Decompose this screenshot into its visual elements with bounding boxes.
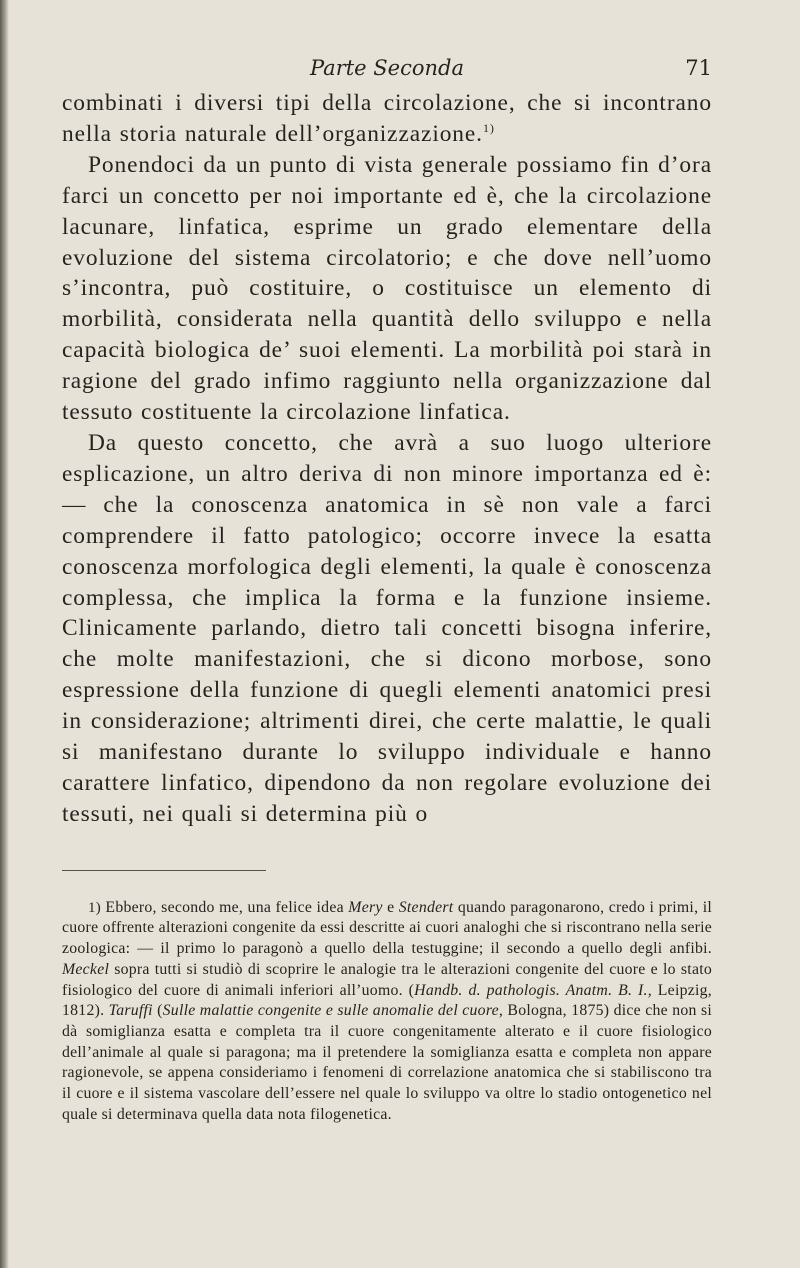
paragraph-1: [62, 88, 712, 150]
footnote-text-1: Ebbero, secondo me, una felice idea: [101, 898, 349, 916]
footnote-citation-malattie: Sulle malattie congenite e sulle anomalie del cuore,: [162, 1002, 504, 1020]
book-binding-edge: [0, 0, 9, 1268]
footnote-mark: 1): [88, 899, 101, 916]
running-title: Parte Seconda: [310, 56, 464, 80]
main-text: [62, 88, 712, 830]
footnote-author-taruffi: Taruffi: [108, 1002, 153, 1020]
page-number: 71: [685, 56, 712, 80]
footnote-text-2: e: [382, 898, 399, 916]
footnote-text-3: quando paragonarono, credo i primi, il cuore offrente alterazioni congenite da essi descritte ai cuori analoghi che si riscontrano nella serie zoologica: — il primo lo paragonò a quello della testuggine; il secondo a quello degli anfibi.: [62, 898, 712, 958]
footnote-text-4: sopra tutti si studiò di scoprire le analogie tra le alterazioni congenite del cuore e lo stato fisiologico del cuore di animali inferiori all’uomo. (: [62, 960, 712, 999]
paragraph-3: Da questo concetto, che avrà a suo luogo ulteriore esplicazione, un altro deriva di non minore importanza ed è: — che la conoscenza anatomica in sè non vale a farci comprendere il fatto patologico; occorre invece la esatta conoscenza morfologica degli elementi, la quale è conoscenza complessa, che implica la forma e la funzione insieme. Clinicamente parlando, dietro tali concetti bisogna inferire, che molte manifestazioni, che si dicono morbose, sono espressione della funzione di quegli elementi anatomici presi in considerazione; altrimenti direi, che certe malattie, le quali si manifestano durante lo sviluppo individuale e hanno carattere linfatico, dipendono da non regolare evoluzione dei tessuti, nei quali si determina più o: [62, 429, 712, 827]
footnote-text-6: (: [152, 1002, 163, 1020]
footnote-reference: 1): [482, 120, 495, 135]
paragraph-2: Ponendoci da un punto di vista generale possiamo fin d’ora farci un concetto per noi importante ed è, che la circolazione lacunare, linfatica, esprime un grado elementare della evoluzione del sistema circolatorio; e che dove nell’uomo s’incontra, può costituire, o costituisce un elemento di morbilità, considerata nella quantità dello sviluppo e nella capacità biologica de’ suoi elementi. La morbilità poi starà in ragione del grado infimo raggiunto nella organizzazione dal tessuto costituente la circolazione linfatica.: [62, 151, 712, 426]
running-head: [62, 52, 712, 88]
footnote-divider: [62, 870, 266, 871]
footnote-text-5: Leipzig, 1812).: [62, 981, 712, 1020]
paragraph-1-text: combinati i diversi tipi della circolazione, che si incontrano nella storia naturale dell’organizzazione.: [62, 90, 712, 147]
book-page: [62, 52, 712, 1125]
footnote-citation-handbuch: Handb. d. pathologis. Anatm. B. I.,: [414, 981, 652, 999]
footnote-author-stendert: Stendert: [398, 898, 454, 916]
footnote-author-meckel: Meckel: [62, 960, 110, 978]
footnote: [62, 898, 712, 1126]
footnote-text-7: Bologna, 1875) dice che non si dà somiglianza esatta e completa tra il cuore congenitamente alterato e il cuore fisiologico dell’animale al quale si paragona; ma il pretendere la somiglianza esatta e completa non appare ragionevole, se appena consideriamo i fenomeni di correlazione anatomica che si stabiliscono tra il cuore e il sistema vascolare dell’essere nel quale lo sviluppo va oltre lo stadio ontogenetico nel quale si determinava quella data nota filogenetica.: [62, 1002, 712, 1123]
footnote-author-mery: Mery: [348, 898, 383, 916]
